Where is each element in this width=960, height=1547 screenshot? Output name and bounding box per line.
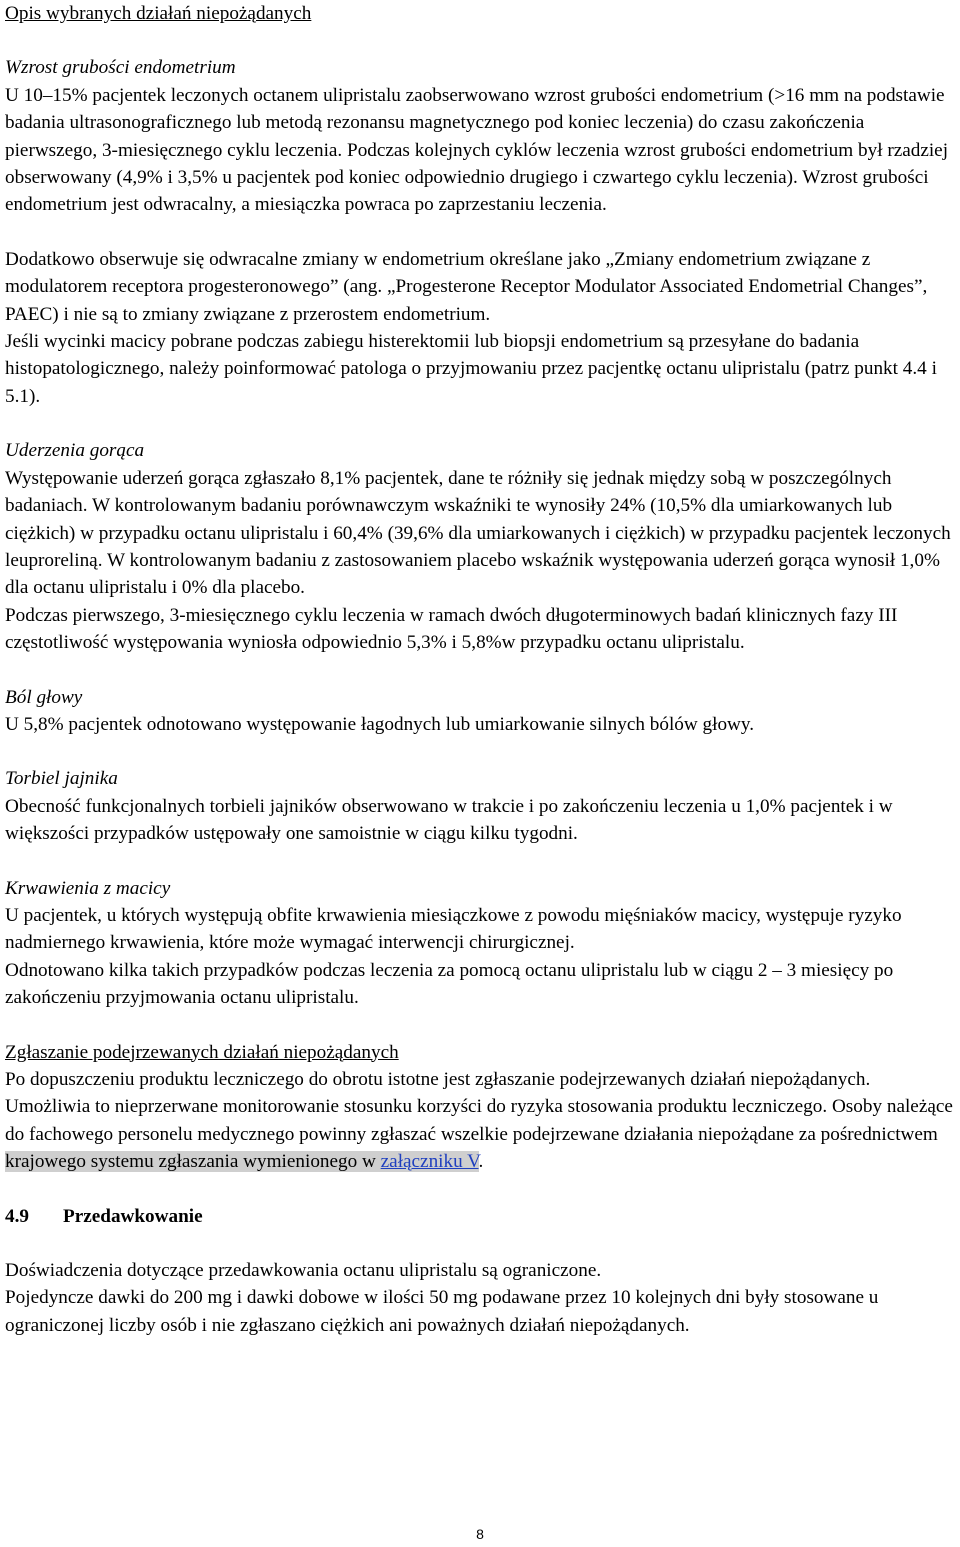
section-title: Przedawkowanie	[63, 1205, 203, 1227]
ovarian-cyst-heading: Torbiel jajnika	[5, 768, 118, 790]
reporting-highlight-text: krajowego systemu zgłaszania wymienionego w	[5, 1151, 381, 1173]
bleeding-paragraph-1: U pacjentek, u których występują obfite krwawienia miesiączkowe z powodu mięśniaków macicy, występuje ryzyko nadmiernego krwawienia, które może wymagać interwencji chirurgicznej.	[5, 904, 902, 954]
section-4-9-heading	[5, 1203, 957, 1230]
hot-flush-paragraph-2: Podczas pierwszego, 3-miesięcznego cyklu leczenia w ramach dwóch długoterminowych badań klinicznych fazy III częstotliwość występowania wyniosła odpowiednio 5,3% i 5,8%w przypadku octanu ulipristalu.	[5, 604, 898, 654]
bleeding-paragraph-2: Odnotowano kilka takich przypadków podczas leczenia za pomocą octanu ulipristalu lub w ciągu 2 – 3 miesięcy po zakończeniu przyjmowania octanu ulipristalu.	[5, 959, 894, 1009]
reporting-paragraph	[5, 1066, 957, 1176]
spacer	[5, 657, 957, 684]
reporting-highlight	[5, 1151, 479, 1172]
spacer	[5, 1012, 957, 1039]
endometrium-paragraph-1: U 10–15% pacjentek leczonych octanem ulipristalu zaobserwowano wzrost grubości endometrium (>16 mm na podstawie badania ultrasonograficznego lub metodą rezonansu magnetycznego pod koniec leczenia) do czasu zakończenia pierwszego, 3-miesięcznego cyklu leczenia. Podczas kolejnych cyklów leczenia wzrost grubości endometrium był rzadziej obserwowany (4,9% i 3,5% u pacjentek pod koniec odpowiednio drugiego i czwartego cyklu leczenia). Wzrost grubości endometrium jest odwracalny, a miesiączka powraca po zaprzestaniu leczenia.	[5, 84, 949, 216]
hot-flush-heading: Uderzenia gorąca	[5, 440, 145, 462]
bleeding-heading: Krwawienia z macicy	[5, 877, 171, 899]
overdose-paragraph-1: Doświadczenia dotyczące przedawkowania octanu ulipristalu są ograniczone.	[5, 1260, 602, 1282]
section-number: 4.9	[5, 1205, 29, 1227]
endometrium-paragraph-3: Jeśli wycinki macicy pobrane podczas zabiegu histerektomii lub biopsji endometrium są przesyłane do badania histopatologicznego, należy poinformować patologa o przyjmowaniu przez pacjentkę octanu ulipristalu (patrz punkt 4.4 i 5.1).	[5, 331, 937, 407]
headache-paragraph: U 5,8% pacjentek odnotowano występowanie łagodnych lub umiarkowanie silnych bólów głowy.	[5, 713, 755, 735]
spacer	[5, 848, 957, 875]
spacer	[5, 738, 957, 765]
spacer	[5, 27, 957, 54]
endometrium-paragraph-2: Dodatkowo obserwuje się odwracalne zmiany w endometrium określane jako „Zmiany endometrium związane z modulatorem receptora progesteronowego” (ang. „Progesterone Receptor Modulator Associated Endometrial Changes”, PAEC) i nie są to zmiany związane z przerostem endometrium.	[5, 248, 928, 325]
document-page	[5, 0, 957, 1339]
spacer	[5, 1176, 957, 1203]
spacer	[5, 410, 957, 437]
reporting-text: Po dopuszczeniu produktu leczniczego do obrotu istotne jest zgłaszanie podejrzewanych działań niepożądanych. Umożliwia to nieprzerwane monitorowanie stosunku korzyści do ryzyka stosowania produktu leczniczego. Osoby należące do fachowego personelu medycznego powinny zgłaszać wszelkie podejrzewane działania niepożądane za pośrednictwem	[5, 1069, 953, 1145]
main-heading: Opis wybranych działań niepożądanych	[5, 3, 312, 24]
headache-heading: Ból głowy	[5, 686, 83, 708]
page-number: 8	[476, 1526, 484, 1542]
annex-v-link[interactable]: załączniku V	[380, 1151, 479, 1173]
spacer	[5, 219, 957, 246]
reporting-period: .	[478, 1151, 484, 1173]
endometrium-heading: Wzrost grubości endometrium	[5, 57, 236, 79]
spacer	[5, 1230, 957, 1257]
overdose-paragraph-2: Pojedyncze dawki do 200 mg i dawki dobowe w ilości 50 mg podawane przez 10 kolejnych dni były stosowane u ograniczonej liczby osób i nie zgłaszano ciężkich ani poważnych działań niepożądanych.	[5, 1287, 879, 1336]
reporting-heading: Zgłaszanie podejrzewanych działań niepożądanych	[5, 1041, 399, 1063]
ovarian-cyst-paragraph: Obecność funkcjonalnych torbieli jajników obserwowano w trakcie i po zakończeniu leczenia u 1,0% pacjentek i w większości przypadków ustępowały one samoistnie w ciągu kilku tygodni.	[5, 795, 893, 845]
hot-flush-paragraph-1: Występowanie uderzeń gorąca zgłaszało 8,1% pacjentek, dane te różniły się jednak między sobą w poszczególnych badaniach. W kontrolowanym badaniu porównawczym wskaźniki te wynosiły 24% (10,5% dla umiarkowanych lub ciężkich) w przypadku octanu ulipristalu i 60,4% (39,6% dla umiarkowanych i ciężkich) w przypadku pacjentek leczonych leuproreliną. W kontrolowanym badaniu z zastosowaniem placebo wskaźnik występowania uderzeń gorąca wynosił 1,0% dla octanu ulipristalu i 0% dla placebo.	[5, 467, 951, 599]
